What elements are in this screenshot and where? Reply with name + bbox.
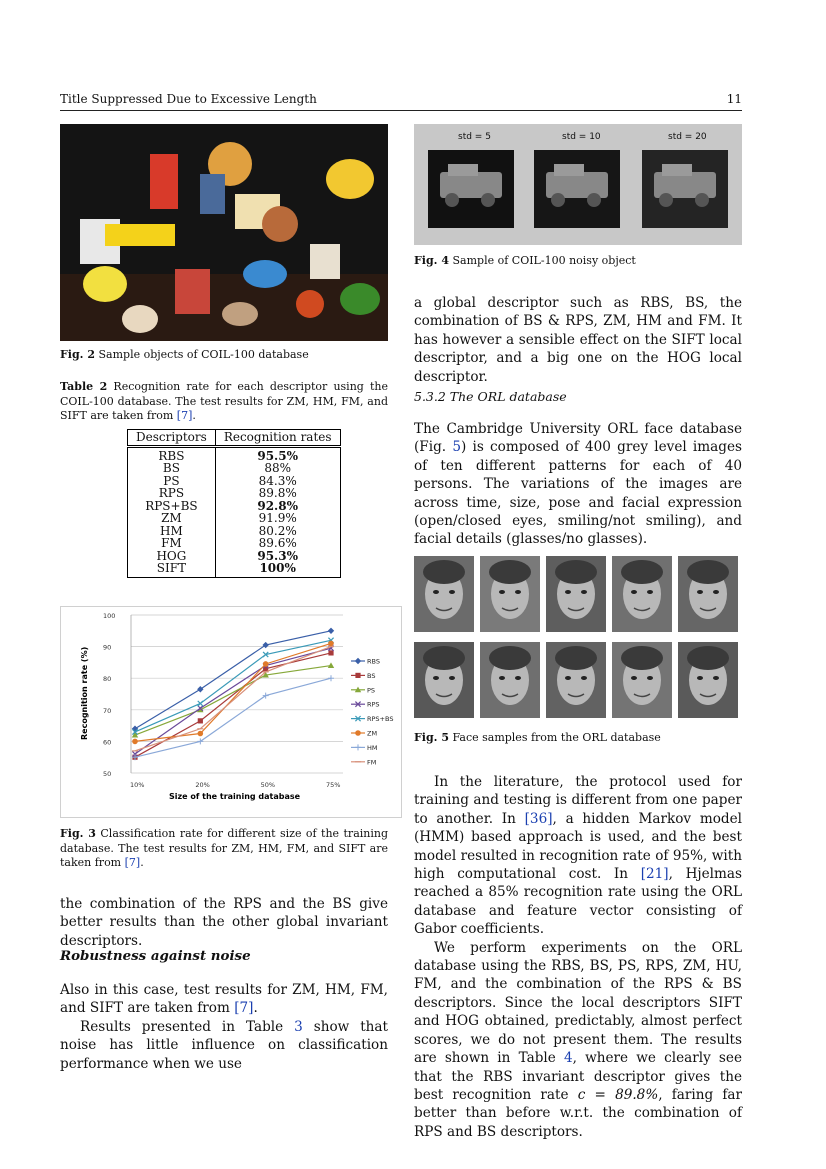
descriptor-cell: HM [128,525,216,538]
right-p2-text: The Cambridge University ORL face database (Fig. [414,421,742,456]
data-point [328,650,333,655]
rate-cell: 100% [259,561,296,575]
left-p2-text: Also in this case, test results for ZM, HM, FM, and SIFT are taken from [60,982,388,1017]
data-point [355,744,361,750]
y-tick-label: 80 [103,675,112,684]
std5-label: std = 5 [458,132,491,142]
descriptor-cell: BS [128,462,216,475]
table-row [128,500,341,513]
series-line-hm [135,678,331,757]
x-tick-label: 10% [130,781,145,789]
legend-label: HM [367,743,378,752]
col-header-descriptors: Descriptors [128,430,216,447]
data-point [198,731,204,737]
running-header [60,92,742,106]
fig4-noisy-panels [414,124,742,245]
x-axis-label: Size of the training database [169,792,301,801]
std20-label: std = 20 [668,132,707,142]
left-p2-end: . [253,1000,258,1017]
legend-label: RPS+BS [367,715,394,724]
y-tick-label: 90 [103,643,112,652]
right-p4-text-c: , faring far better than before w.r.t. the combination of RPS and BS descriptors. [414,1086,742,1140]
noisy-panel [642,150,728,228]
table-row [128,487,341,500]
right-p2-end: ) is composed of 400 grey level images of ten different patterns for each of 40 persons. The variations of the images are across time, size, pose and facial expression (open/closed eyes, smiling/not smiling), and facial details (glasses/no glasses). [414,439,742,548]
rate-cell: 91.9% [258,511,297,525]
table2-caption-text: Recognition rate for each descriptor using the COIL-100 database. The test results for ZM, HM, FM, and SIFT are taken from [60,380,388,422]
fig5-caption [414,731,742,746]
table4-ref-link[interactable]: 4 [563,1050,573,1067]
coil-objects-photo [60,124,388,341]
right-paragraph-1: a global descriptor such as RBS, BS, the combination of BS & RPS, ZM, HM and FM. It has however a sensible effect on the SIFT local descriptor, and a big one on the HOG local descriptor. [414,295,742,385]
data-point [328,628,334,634]
x-tick-label: 50% [260,781,276,789]
left-paragraph-2 [60,981,388,1073]
x-tick-label: 75% [326,781,341,789]
descriptor-cell: RBS [128,446,216,462]
data-point [263,661,269,667]
right-p4-text-b: , where we clearly see that the RBS invariant descriptor gives the best recognition rate [414,1050,742,1103]
face-sample-image [678,556,738,632]
recognition-rate-table [127,429,341,578]
legend-label: RPS [367,700,380,709]
legend-label: ZM [367,729,378,738]
fig3-ref-link[interactable]: [7] [124,856,141,869]
fig2-caption-text: Sample objects of COIL-100 database [98,348,309,361]
descriptor-cell: ZM [128,512,216,525]
rate-cell: 88% [264,461,292,475]
noisy-objects-illustration [414,124,742,245]
left-p3-text: Results presented in Table [80,1018,295,1035]
table2-label: Table 2 [60,380,108,393]
fig3-chart-frame [60,606,402,818]
table-row [128,562,341,577]
table2-ref-link[interactable]: [7] [176,409,193,422]
left-p3-end: show that noise has little influence on classification performance when we use [60,1018,389,1072]
table-row [128,537,341,550]
face-sample-image [546,556,606,632]
rate-cell: 89.8% [258,486,297,500]
noisy-panel [428,150,514,228]
right-p4-text-a: We perform experiments on the ORL database using the RBS, BS, PS, RPS, ZM, HU, FM, and the combination of the RPS & BS descriptors. Since the local descriptors SIFT and HOG obtained, predictably, almost perfect scores, we do not present them. The results are shown in Table [414,939,742,1067]
descriptor-cell: PS [128,475,216,488]
left-p2-ref-link[interactable]: [7] [234,1000,254,1017]
left-paragraph-1: the combination of the RPS and the BS give better results than the other global invariant descriptors. [60,896,388,949]
data-point [328,641,334,647]
data-point [328,662,334,668]
face-sample-image [546,642,606,718]
face-sample-image [414,556,474,632]
rate-cell: 92.8% [257,498,298,513]
right-p3-text-c: , Hjelmas reached a 85% recognition rate using the ORL database and feature vector consisting of Gabor coefficients. [414,866,742,938]
table-row [128,512,341,525]
left-p3-ref-link[interactable]: 3 [294,1018,303,1035]
legend-label: FM [367,758,377,767]
face-sample-image [612,642,672,718]
descriptor-cell: FM [128,537,216,550]
rate-cell: 89.6% [258,536,297,550]
line-chart [61,607,401,817]
legend-label: PS [367,686,376,695]
fig5-caption-text: Face samples from the ORL database [452,731,661,744]
fig3-label: Fig. 3 [60,827,96,840]
fig5-faces-grid [414,556,742,722]
fig2-caption [60,348,388,363]
table-row [128,462,341,475]
y-tick-label: 70 [103,706,112,715]
right-paragraph-3 [414,773,742,1141]
data-point [198,718,203,723]
data-point [198,701,203,706]
face-sample-image [414,642,474,718]
descriptor-cell: RPS [128,487,216,500]
fig4-label: Fig. 4 [414,254,449,267]
table2-caption-end: . [192,409,196,422]
running-title: Title Suppressed Due to Excessive Length [60,92,317,106]
table2-caption [60,380,388,424]
face-sample-image [480,556,540,632]
section-orl-heading: 5.3.2 The ORL database [414,389,567,404]
face-sample-image [678,642,738,718]
right-p3-text-b: , a hidden Markov model (HMM) based approach is used, and the best model resulted in recognition rate of 95%, with high computational cost. In [414,810,742,883]
rate-cell: 95.3% [257,548,298,563]
fig3-caption-end: . [140,856,144,869]
header-rule [60,110,742,111]
y-tick-label: 100 [103,612,116,620]
fig4-caption [414,254,742,269]
descriptor-cell: RPS+BS [128,500,216,513]
right-p2-ref-link[interactable]: 5 [452,439,461,456]
y-tick-label: 60 [103,738,112,747]
fig3-caption [60,827,388,871]
robustness-heading: Robustness against noise [60,948,251,964]
data-point [132,739,138,745]
rate-cell: 80.2% [258,523,297,538]
fig4-caption-text: Sample of COIL-100 noisy object [452,254,636,267]
descriptor-cell: SIFT [128,562,216,577]
data-point [355,730,361,736]
face-sample-image [480,642,540,718]
data-point [355,673,360,678]
ref-36-link[interactable]: [36] [524,810,553,827]
fig2-label: Fig. 2 [60,348,95,361]
right-p3-text-a: In the literature, the protocol used for training and testing is different from one paper to another. In [414,774,742,827]
legend-label: BS [367,671,376,680]
x-tick-label: 20% [195,781,210,789]
data-point [355,658,361,664]
rate-cell: 95.5% [257,448,298,463]
col-header-rates: Recognition rates [215,430,340,447]
table-row [128,525,341,538]
y-tick-label: 50 [103,770,112,778]
table-row [128,446,341,462]
legend-label: RBS [367,657,380,666]
page-number: 11 [726,92,742,106]
coil-objects-illustration [60,124,388,341]
noisy-panel [534,150,620,228]
y-axis-label: Recognition rate (%) [80,646,89,740]
fig3-caption-text: Classification rate for different size of the training database. The test results for ZM, HM, FM, and SIFT are taken from [60,827,388,869]
series-line-rbs [135,631,331,729]
descriptor-cell: HOG [128,550,216,563]
rate-cell: 84.3% [258,473,297,488]
std10-label: std = 10 [562,132,601,142]
right-paragraph-2 [414,420,742,549]
fig5-label: Fig. 5 [414,731,449,744]
right-p4-math: c = 89.8% [577,1086,659,1103]
data-point [328,675,334,681]
ref-21-link[interactable]: [21] [640,866,669,883]
face-sample-image [612,556,672,632]
